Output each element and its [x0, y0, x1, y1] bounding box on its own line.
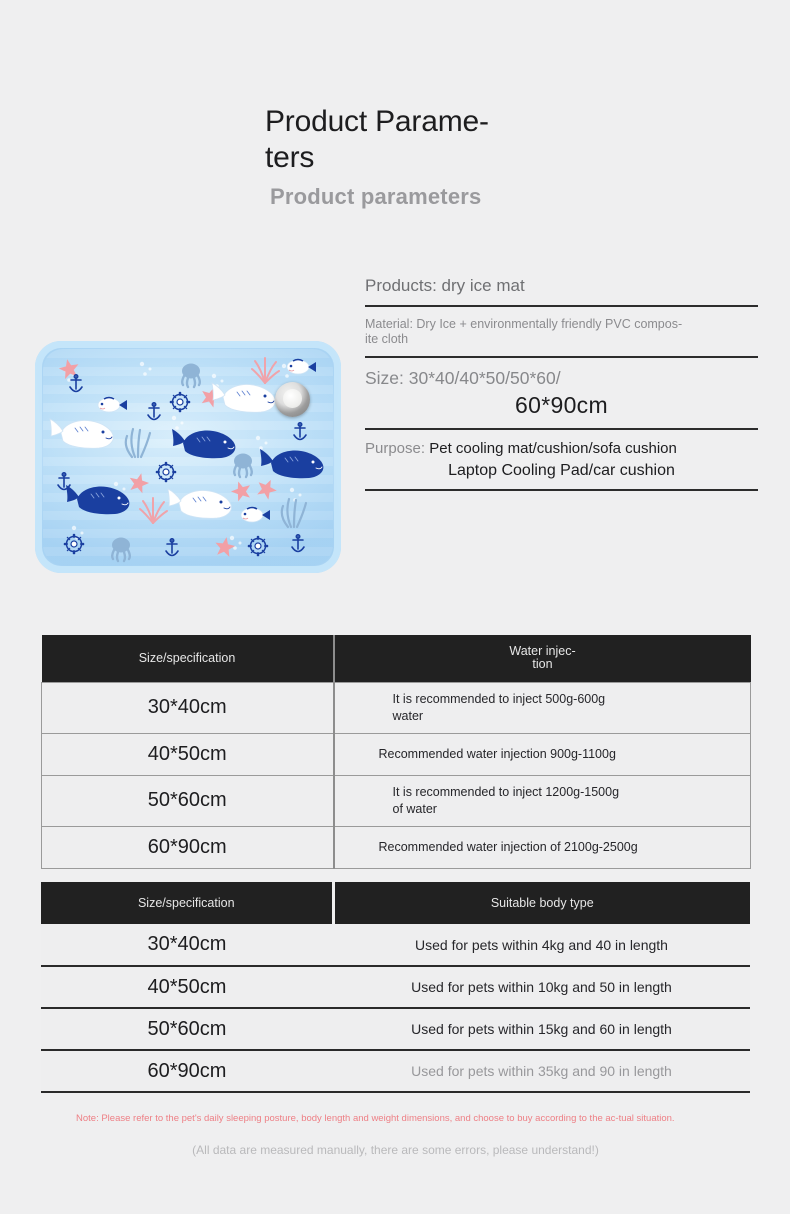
table-header-row [42, 635, 751, 682]
header-water-injection-line1: Water injec- [509, 644, 576, 659]
product-spec-list [365, 276, 758, 501]
spec-size-line2: 60*90cm [515, 392, 608, 418]
cell-size: 50*60cm [41, 1008, 333, 1050]
page-title-line1: Product Parame- [265, 105, 489, 138]
spec-divider-2 [365, 356, 758, 358]
spec-products-text [365, 276, 758, 296]
spec-divider-1 [365, 305, 758, 307]
cell-size: 50*60cm [42, 775, 334, 826]
spec-purpose-line2: Laptop Cooling Pad/car cushion [448, 462, 675, 479]
cell-body-type: Used for pets within 4kg and 40 in length [333, 924, 750, 966]
spec-material-line1: Material: Dry Ice + environmentally friendly PVC compos- [365, 317, 683, 331]
spec-divider-3 [365, 428, 758, 430]
table-row [41, 924, 750, 966]
table-row [41, 1050, 750, 1092]
spec-divider-4 [365, 489, 758, 491]
cooling-mat-graphic [35, 341, 341, 573]
page-title [265, 104, 555, 176]
page-title-block [265, 104, 555, 210]
spec-purpose-value: Pet cooling mat/cushion/sofa cushion [429, 440, 677, 457]
cell-water-injection [334, 826, 751, 868]
header-size-specification: Size/specification [42, 635, 334, 682]
spec-products-value: dry ice mat [441, 276, 525, 295]
product-image [35, 341, 341, 573]
table-row [41, 966, 750, 1008]
header-size-specification: Size/specification [41, 882, 333, 924]
spec-row-material [365, 317, 758, 356]
cell-water-line1: It is recommended to inject 500g-600g [392, 691, 606, 706]
spec-purpose-line1 [365, 440, 758, 457]
spec-row-size [365, 368, 758, 428]
water-fill-valve-icon [275, 382, 310, 417]
cell-water-line2: water [392, 708, 424, 723]
spec-material-line2: ite cloth [365, 332, 409, 346]
header-water-injection-line2: tion [532, 657, 553, 672]
cell-size: 30*40cm [42, 682, 334, 733]
cell-size: 60*90cm [41, 1050, 333, 1092]
cell-body-type: Used for pets within 35kg and 90 in length [333, 1050, 750, 1092]
cell-water-line1: Recommended water injection of 2100g-2500g [378, 839, 638, 854]
page-title-line2: ters [265, 141, 315, 174]
cell-water-injection [334, 682, 751, 733]
cell-body-type: Used for pets within 10kg and 50 in length [333, 966, 750, 1008]
note-disclaimer: (All data are measured manually, there are some errors, please understand!) [192, 1143, 599, 1157]
cell-water-line2: of water [392, 801, 437, 816]
suitable-body-type-table [41, 882, 750, 1093]
cell-water-injection [334, 775, 751, 826]
header-suitable-body-type: Suitable body type [333, 882, 750, 924]
table-row [42, 682, 751, 733]
cell-size: 40*50cm [42, 733, 334, 775]
cell-water-line1: Recommended water injection 900g-1100g [378, 746, 616, 761]
header-water-injection [334, 635, 751, 682]
table-row [42, 733, 751, 775]
cell-size: 60*90cm [42, 826, 334, 868]
water-injection-table [41, 635, 751, 869]
note-warning: Note: Please refer to the pet's daily sleeping posture, body length and weight dimensions, and choose to buy according to the ac-tual situation. [76, 1113, 675, 1124]
cell-size: 30*40cm [41, 924, 333, 966]
table-row [41, 1008, 750, 1050]
cell-size: 40*50cm [41, 966, 333, 1008]
spec-purpose-label: Purpose: [365, 440, 426, 457]
table-header-row [41, 882, 750, 924]
table-row [42, 826, 751, 868]
spec-size-line1: Size: 30*40/40*50/50*60/ [365, 368, 561, 388]
spec-products-label: Products: [365, 276, 437, 295]
spec-row-products [365, 276, 758, 305]
cell-water-line1: It is recommended to inject 1200g-1500g [392, 784, 620, 799]
spec-row-purpose [365, 440, 758, 489]
cell-water-injection [334, 733, 751, 775]
cell-body-type: Used for pets within 15kg and 60 in length [333, 1008, 750, 1050]
page-subtitle: Product parameters [270, 184, 482, 209]
table-row [42, 775, 751, 826]
